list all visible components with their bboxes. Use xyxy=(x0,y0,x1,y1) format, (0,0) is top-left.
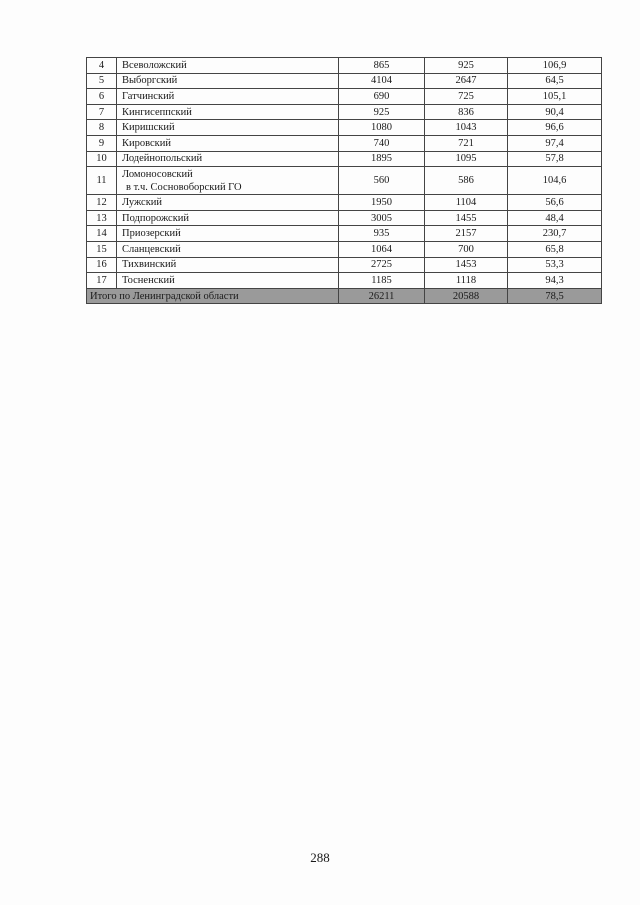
value-cell-v3: 230,7 xyxy=(508,226,602,242)
district-name-cell xyxy=(117,58,339,74)
district-name-line: Тихвинский xyxy=(122,259,177,271)
page-number: 288 xyxy=(310,850,330,865)
row-number-cell: 12 xyxy=(87,195,117,211)
value-cell-v1: 1064 xyxy=(339,241,425,257)
value-cell-v3: 90,4 xyxy=(508,104,602,120)
value-cell-v3: 96,6 xyxy=(508,120,602,136)
row-number-cell: 17 xyxy=(87,273,117,289)
district-name-cell xyxy=(117,135,339,151)
value-cell-v2: 1104 xyxy=(425,195,508,211)
district-name-cell xyxy=(117,151,339,167)
value-cell-v1: 560 xyxy=(339,167,425,195)
district-name-line: Сланцевский xyxy=(122,243,181,255)
district-name-line: Кировский xyxy=(122,137,172,149)
value-cell-v1: 925 xyxy=(339,104,425,120)
row-number-cell: 15 xyxy=(87,241,117,257)
total-value-cell-v2: 20588 xyxy=(425,288,508,304)
table-row xyxy=(87,273,602,289)
district-name-line: Киришский xyxy=(122,122,175,134)
table-row xyxy=(87,151,602,167)
value-cell-v3: 57,8 xyxy=(508,151,602,167)
district-name-line: Подпорожский xyxy=(122,212,190,224)
district-name-line: Лодейнопольский xyxy=(122,153,203,165)
value-cell-v3: 106,9 xyxy=(508,58,602,74)
district-name-cell xyxy=(117,210,339,226)
value-cell-v2: 586 xyxy=(425,167,508,195)
district-name-line: Выборгский xyxy=(122,75,178,87)
district-name-cell xyxy=(117,195,339,211)
district-name-line: Ломоносовский xyxy=(122,168,193,180)
total-row xyxy=(87,288,602,304)
district-name-cell xyxy=(117,167,339,195)
row-number-cell: 14 xyxy=(87,226,117,242)
value-cell-v1: 865 xyxy=(339,58,425,74)
value-cell-v2: 1118 xyxy=(425,273,508,289)
value-cell-v3: 65,8 xyxy=(508,241,602,257)
table-row xyxy=(87,257,602,273)
value-cell-v1: 740 xyxy=(339,135,425,151)
data-table xyxy=(86,57,602,304)
table-row xyxy=(87,195,602,211)
table-row xyxy=(87,89,602,105)
district-name-line: Кингисеппский xyxy=(122,106,192,118)
value-cell-v2: 721 xyxy=(425,135,508,151)
value-cell-v1: 3005 xyxy=(339,210,425,226)
table-row xyxy=(87,120,602,136)
district-name-cell xyxy=(117,120,339,136)
district-name-cell xyxy=(117,73,339,89)
row-number-cell: 8 xyxy=(87,120,117,136)
value-cell-v1: 935 xyxy=(339,226,425,242)
district-name-cell xyxy=(117,257,339,273)
value-cell-v3: 94,3 xyxy=(508,273,602,289)
district-name-line: Тосненский xyxy=(122,274,175,286)
table-row xyxy=(87,58,602,74)
district-name-cell xyxy=(117,241,339,257)
value-cell-v2: 836 xyxy=(425,104,508,120)
table-row xyxy=(87,167,602,195)
district-name-cell xyxy=(117,226,339,242)
value-cell-v3: 53,3 xyxy=(508,257,602,273)
total-value-cell-v1: 26211 xyxy=(339,288,425,304)
district-table xyxy=(86,57,601,304)
row-number-cell: 5 xyxy=(87,73,117,89)
value-cell-v2: 1455 xyxy=(425,210,508,226)
table-row xyxy=(87,210,602,226)
value-cell-v3: 56,6 xyxy=(508,195,602,211)
row-number-cell: 7 xyxy=(87,104,117,120)
value-cell-v1: 1895 xyxy=(339,151,425,167)
district-name-line: Лужский xyxy=(122,196,163,208)
value-cell-v3: 97,4 xyxy=(508,135,602,151)
value-cell-v3: 105,1 xyxy=(508,89,602,105)
value-cell-v2: 925 xyxy=(425,58,508,74)
value-cell-v2: 2157 xyxy=(425,226,508,242)
district-name-line: в т.ч. Сосновоборский ГО xyxy=(126,181,242,193)
row-number-cell: 9 xyxy=(87,135,117,151)
value-cell-v2: 1043 xyxy=(425,120,508,136)
district-name-cell xyxy=(117,89,339,105)
total-value-cell-v3: 78,5 xyxy=(508,288,602,304)
row-number-cell: 4 xyxy=(87,58,117,74)
row-number-cell: 10 xyxy=(87,151,117,167)
value-cell-v2: 1095 xyxy=(425,151,508,167)
table-row xyxy=(87,104,602,120)
district-name-line: Гатчинский xyxy=(122,90,175,102)
value-cell-v2: 725 xyxy=(425,89,508,105)
value-cell-v1: 2725 xyxy=(339,257,425,273)
value-cell-v2: 1453 xyxy=(425,257,508,273)
district-name-cell xyxy=(117,273,339,289)
value-cell-v3: 48,4 xyxy=(508,210,602,226)
value-cell-v2: 700 xyxy=(425,241,508,257)
table-row xyxy=(87,135,602,151)
table-body xyxy=(87,58,602,304)
row-number-cell: 13 xyxy=(87,210,117,226)
value-cell-v1: 4104 xyxy=(339,73,425,89)
table-row xyxy=(87,73,602,89)
value-cell-v1: 1080 xyxy=(339,120,425,136)
value-cell-v1: 1185 xyxy=(339,273,425,289)
district-name-cell xyxy=(117,104,339,120)
district-name-line: Всеволожский xyxy=(122,59,187,71)
table-row xyxy=(87,241,602,257)
row-number-cell: 11 xyxy=(87,167,117,195)
value-cell-v3: 104,6 xyxy=(508,167,602,195)
district-name-line: Приозерский xyxy=(122,228,181,240)
value-cell-v1: 690 xyxy=(339,89,425,105)
row-number-cell: 16 xyxy=(87,257,117,273)
value-cell-v2: 2647 xyxy=(425,73,508,89)
value-cell-v1: 1950 xyxy=(339,195,425,211)
row-number-cell: 6 xyxy=(87,89,117,105)
total-label-cell: Итого по Ленинградской области xyxy=(87,288,339,304)
value-cell-v3: 64,5 xyxy=(508,73,602,89)
table-row xyxy=(87,226,602,242)
